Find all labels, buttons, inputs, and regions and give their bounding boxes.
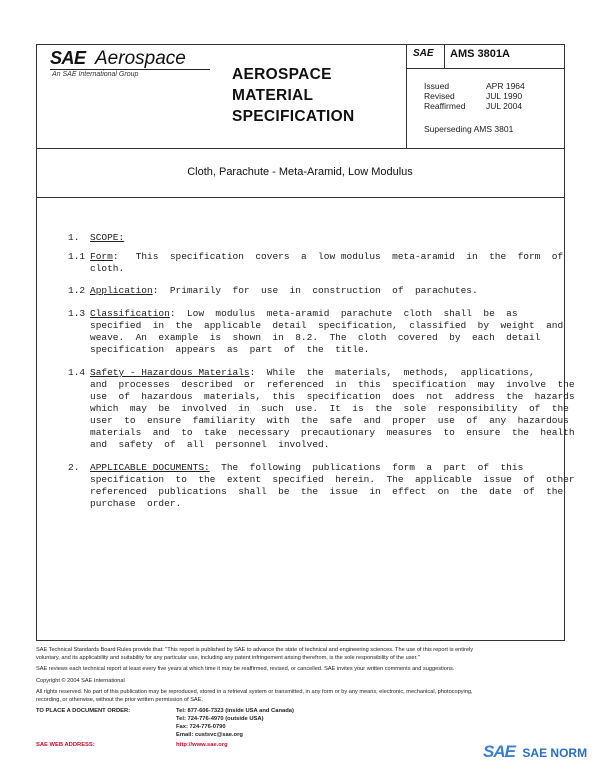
section-1-1-line-1: Form: This specification covers a low modulus meta-aramid in the form of bbox=[90, 251, 564, 262]
document-number: AMS 3801A bbox=[450, 48, 510, 60]
logo-tagline: An SAE International Group bbox=[52, 71, 139, 78]
section-1-4-line-7: and safety of all personnel involved. bbox=[90, 439, 330, 450]
reaffirmed-label: Reaffirmed bbox=[424, 101, 466, 111]
section-1-3-line-2: specified in the applicable detail specification, classified by weight and bbox=[90, 320, 564, 331]
superseding-note: Superseding AMS 3801 bbox=[424, 124, 514, 134]
footer-rules-line-2: voluntary, and its applicability and suitability for any particular use, including any patent infringement arising therefrom, is the sole responsibility of the user." bbox=[36, 655, 420, 661]
docnum-vertical-divider bbox=[444, 44, 445, 68]
title-divider bbox=[36, 197, 565, 198]
section-2-line-4: purchase order. bbox=[90, 498, 182, 509]
section-1-4-line-2: and processes described or referenced in this specification may involve the bbox=[90, 379, 575, 390]
order-label: TO PLACE A DOCUMENT ORDER: bbox=[36, 708, 131, 714]
revised-label: Revised bbox=[424, 91, 455, 101]
sae-norm-text: SAE NORM bbox=[522, 746, 588, 760]
section-1-4-line-1: Safety - Hazardous Materials: While the materials, methods, applications, bbox=[90, 367, 535, 378]
section-1-2-number: 1.2 bbox=[68, 285, 86, 296]
issued-label: Issued bbox=[424, 81, 450, 91]
logo-underline bbox=[50, 69, 210, 70]
revised-date: JUL 1990 bbox=[486, 91, 523, 101]
section-1-heading: SCOPE: bbox=[90, 232, 125, 243]
title-line-1: AEROSPACE bbox=[232, 66, 332, 83]
footer-copyright: Copyright © 2004 SAE International bbox=[36, 678, 125, 684]
title-line-2: MATERIAL bbox=[232, 87, 314, 104]
aerospace-logo: Aerospace bbox=[95, 48, 186, 69]
contact-email[interactable]: Email: custsvc@sae.org bbox=[176, 732, 243, 738]
header-vertical-divider bbox=[406, 44, 407, 148]
sae-norm-mark: SAE bbox=[483, 742, 515, 761]
section-1-2-line-1: Application: Primarily for use in construction of parachutes. bbox=[90, 285, 478, 296]
section-1-number: 1. bbox=[68, 232, 80, 243]
section-1-4-line-5: user to ensure familiarity with the safe and proper use of any hazardous bbox=[90, 415, 569, 426]
contact-tel-outside: Tel: 724-776-4970 (outside USA) bbox=[176, 716, 264, 722]
section-1-4-line-4: which may be involved in such use. It is the sole responsibility of the bbox=[90, 403, 569, 414]
docnum-divider bbox=[406, 68, 565, 69]
section-2-line-3: referenced publications shall be the issue in effect on the date of the bbox=[90, 486, 564, 497]
section-1-3-line-4: specification appears as part of the title. bbox=[90, 344, 370, 355]
section-1-4-number: 1.4 bbox=[68, 367, 86, 378]
section-2-number: 2. bbox=[68, 462, 80, 473]
footer-review-note: SAE reviews each technical report at least every five years at which time it may be reaffirmed, revised, or cancelled. SAE invites your written comments and suggestions. bbox=[36, 666, 455, 672]
footer-rights-line-2: recording, or otherwise, without the prior written permission of SAE. bbox=[36, 697, 203, 703]
section-1-4-line-3: use of hazardous materials, this specification does not address the hazards bbox=[90, 391, 575, 402]
reaffirmed-date: JUL 2004 bbox=[486, 101, 523, 111]
document-title: Cloth, Parachute - Meta-Aramid, Low Modulus bbox=[187, 166, 413, 178]
section-2-line-2: specification to the extent specified herein. The applicable issue of other bbox=[90, 474, 575, 485]
title-line-3: SPECIFICATION bbox=[232, 108, 355, 125]
section-1-3-line-1: Classification: Low modulus meta-aramid parachute cloth shall be as bbox=[90, 308, 518, 319]
section-1-4-line-6: materials and to take necessary precautionary measures to ensure the health bbox=[90, 427, 575, 438]
contact-fax: Fax: 724-776-0790 bbox=[176, 724, 226, 730]
footer-rights-line-1: All rights reserved. No part of this publication may be reproduced, stored in a retrieval system or transmitted, in any form or by any means, electronic, mechanical, photocopying, bbox=[36, 689, 473, 695]
sae-logo: SAE bbox=[50, 48, 86, 68]
section-1-3-number: 1.3 bbox=[68, 308, 86, 319]
contact-tel-usa: Tel: 877-606-7323 (inside USA and Canada) bbox=[176, 708, 294, 714]
section-2-line-1: APPLICABLE DOCUMENTS: The following publications form a part of this bbox=[90, 462, 524, 473]
header-divider bbox=[36, 148, 565, 149]
web-address-link[interactable]: http://www.sae.org bbox=[176, 742, 228, 748]
issued-date: APR 1964 bbox=[486, 81, 525, 91]
section-1-1-number: 1.1 bbox=[68, 251, 86, 262]
corner-sae-logo: SAE bbox=[413, 48, 434, 59]
sae-norm-logo bbox=[483, 742, 587, 762]
section-1-3-line-3: weave. An example is shown in 8.2. The cloth covered by each detail bbox=[90, 332, 541, 343]
section-1-1-line-2: cloth. bbox=[90, 263, 125, 274]
footer-rules-line-1: SAE Technical Standards Board Rules provide that: "This report is published by SAE to advance the state of technical and engineering sciences. The use of this report is entirely bbox=[36, 647, 474, 653]
web-address-label: SAE WEB ADDRESS: bbox=[36, 742, 95, 748]
